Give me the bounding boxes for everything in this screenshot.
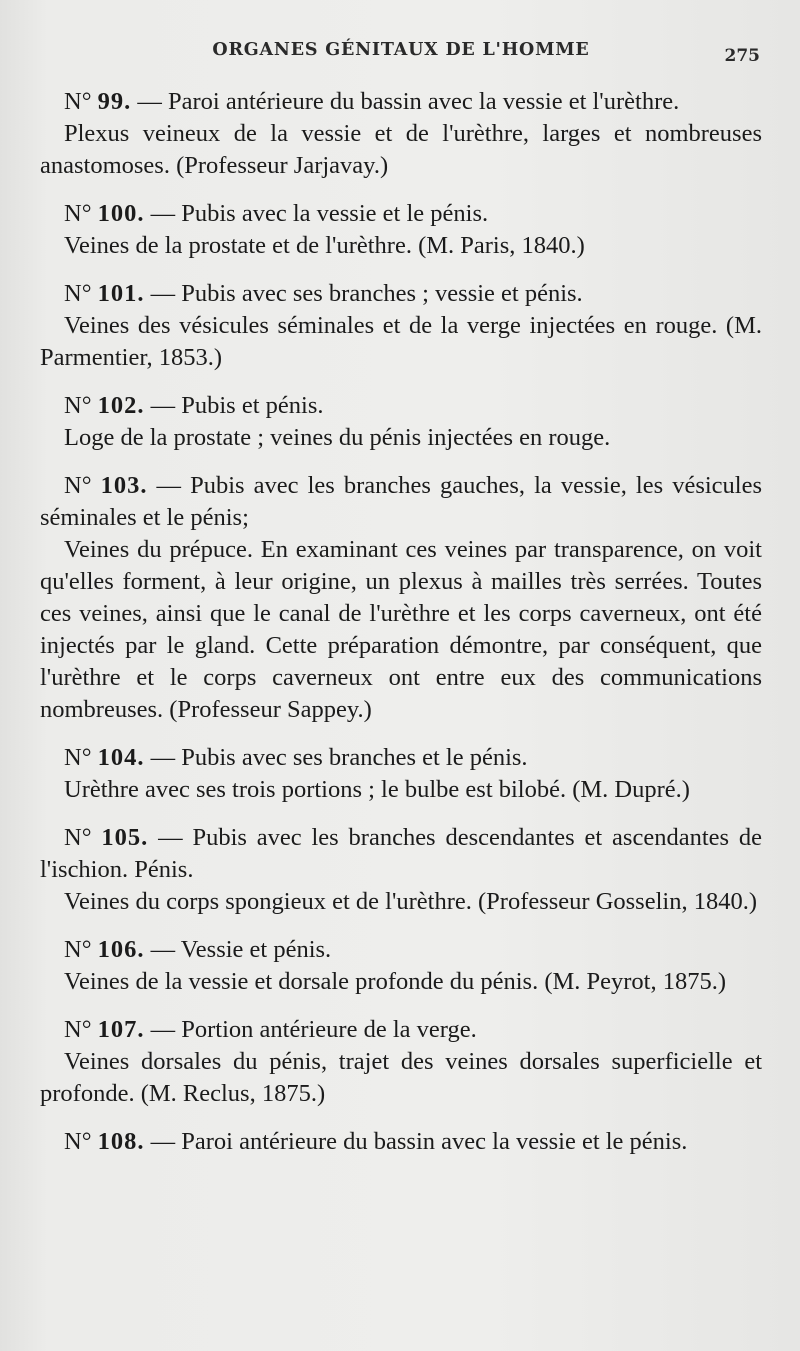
entry-heading (64, 390, 762, 422)
entry-description: Urèthre avec ses trois portions ; le bulbe est bilobé. (M. Dupré.) (64, 776, 690, 803)
entry-title: — Paroi antérieure du bassin avec la vessie et l'urèthre. (137, 88, 680, 115)
entry-description: Veines du corps spongieux et de l'urèthre. (Professeur Gosselin, 1840.) (64, 888, 757, 915)
entry-title: — Paroi antérieure du bassin avec la vessie et le pénis. (150, 1128, 688, 1155)
entry-heading (40, 470, 762, 534)
entry-number: 108. (97, 1128, 145, 1155)
entry-number: 106. (97, 936, 145, 963)
catalog-entry-103 (40, 470, 762, 726)
entry-title: — Vessie et pénis. (150, 936, 332, 963)
entry-list (40, 86, 762, 1174)
catalog-entry-100 (40, 198, 762, 262)
entry-description: Veines des vésicules séminales et de la verge injectées en rouge. (M. Parmentier, 1853.) (40, 312, 762, 371)
entry-prefix: N° (64, 824, 92, 851)
entry-heading (64, 742, 762, 774)
entry-prefix: N° (64, 744, 92, 771)
entry-description: Loge de la prostate ; veines du pénis injectées en rouge. (64, 424, 611, 451)
entry-heading (40, 822, 762, 886)
entry-prefix: N° (64, 1016, 92, 1043)
entry-prefix: N° (64, 200, 92, 227)
entry-heading (40, 1126, 762, 1158)
entry-title: — Pubis avec les branches descendantes et ascendantes de l'ischion. Pénis. (40, 824, 763, 883)
entry-number: 105. (101, 824, 149, 851)
entry-number: 100. (97, 200, 145, 227)
entry-heading (64, 278, 762, 310)
entry-number: 103. (100, 472, 148, 499)
entry-number: 107. (97, 1016, 145, 1043)
entry-number: 101. (97, 280, 145, 307)
entry-heading (64, 934, 762, 966)
entry-number: 102. (97, 392, 145, 419)
running-title: ORGANES GÉNITAUX DE L'HOMME (212, 40, 590, 60)
entry-description: Plexus veineux de la vessie et de l'urèthre, larges et nombreuses anastomoses. (Professeur Jarjavay.) (40, 120, 762, 179)
entry-prefix: N° (64, 472, 92, 499)
entry-description: Veines dorsales du pénis, trajet des veines dorsales superficielle et profonde. (M. Reclus, 1875.) (40, 1048, 762, 1107)
catalog-entry-101 (40, 278, 762, 374)
running-header (40, 40, 762, 74)
page-number: 275 (724, 46, 760, 66)
entry-prefix: N° (64, 392, 92, 419)
entry-description: Veines du prépuce. En examinant ces veines par transparence, on voit qu'elles forment, à leur origine, un plexus à mailles très serrées. Toutes ces veines, ainsi que le canal de l'urèthre et les corps caverneux, ont été injectés par le gland. Cette préparation démontre, par conséquent, que l'urèthre et le corps caverneux ont entre eux des communications nombreuses. (Professeur Sappey.) (40, 536, 762, 723)
entry-title: — Pubis avec les branches gauches, la vessie, les vésicules séminales et le pénis; (40, 472, 763, 531)
entry-description: Veines de la vessie et dorsale profonde du pénis. (M. Peyrot, 1875.) (64, 968, 727, 995)
entry-heading (64, 1014, 762, 1046)
catalog-entry-102 (40, 390, 762, 454)
entry-prefix: N° (64, 280, 92, 307)
entry-description: Veines de la prostate et de l'urèthre. (M. Paris, 1840.) (64, 232, 585, 259)
entry-title: — Pubis avec ses branches ; vessie et pénis. (150, 280, 583, 307)
entry-heading (64, 198, 762, 230)
entry-number: 99. (97, 88, 132, 115)
entry-prefix: N° (64, 1128, 92, 1155)
entry-number: 104. (97, 744, 145, 771)
entry-title: — Pubis avec la vessie et le pénis. (150, 200, 489, 227)
catalog-entry-104 (40, 742, 762, 806)
entry-title: — Pubis et pénis. (150, 392, 324, 419)
entry-prefix: N° (64, 88, 92, 115)
entry-title: — Portion antérieure de la verge. (150, 1016, 477, 1043)
catalog-entry-99 (40, 86, 762, 182)
catalog-entry-105 (40, 822, 762, 918)
entry-heading (40, 86, 762, 118)
catalog-entry-107 (40, 1014, 762, 1110)
catalog-entry-108 (40, 1126, 762, 1158)
entry-prefix: N° (64, 936, 92, 963)
catalog-entry-106 (40, 934, 762, 998)
entry-title: — Pubis avec ses branches et le pénis. (150, 744, 528, 771)
